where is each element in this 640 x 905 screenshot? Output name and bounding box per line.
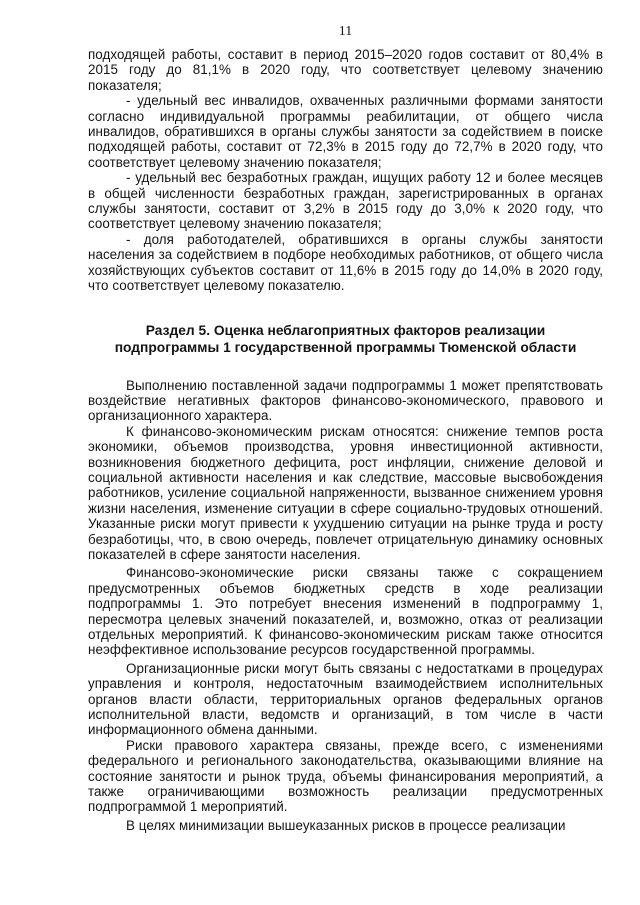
paragraph-intro: Выполнению поставленной задачи подпрограммы 1 может препятствовать воздействие негативных факторов финансово-экономического, правового и организационного характера. [88,377,603,424]
paragraph-organizational-risks: Организационные риски могут быть связаны с недостатками в процедурах управления и контроля, недостаточным взаимодействием исполнительных органов власти области, территориальных органов федеральных органов исполнительной власти, ведомств и организаций, в том числе в части информационного обмена данными. [88,660,603,738]
page-number: 11 [338,24,353,39]
paragraph-legal-risks: Риски правового характера связаны, прежде всего, с изменениями федерального и регионального законодательства, оказывающими влияние на состояние занятости и рынок труда, объемы финансирования мероприятий, а также ограничивающими возможность реализации предусмотренных подпрограммой 1 мероприятий. [88,737,603,815]
paragraph-financial-risks: К финансово-экономическим рискам относятся: снижение темпов роста экономики, объемов производства, уровня инвестиционной активности, возникновения бюджетного дефицита, рост инфляции, снижение деловой и социальной активности населения и как следствие, массовые высвобождения работников, усиление социальной напряженности, вызванное снижением уровня жизни населения, изменение ситуации в сфере социально-трудовых отношений. Указанные риски могут привести к ухудшению ситуации на рынке труда и росту безработицы, что, в свою очередь, повлечет отрицательную динамику основных показателей в сфере занятости населения. [88,423,603,562]
section-title-line-1: Раздел 5. Оценка неблагоприятных факторов реализации [145,322,546,338]
indicator-item-long-term-unemployed: - удельный вес безработных граждан, ищущих работу 12 и более месяцев в общей численности безработных граждан, зарегистрированных в органах службы занятости, составит от 3,2% в 2015 году до 3,0% к 2020 году, что соответствует целевому значению показателя; [88,170,603,232]
paragraph-minimization: В целях минимизации вышеуказанных рисков в процессе реализации [126,817,566,833]
indicator-continuation: подходящей работы, составит в период 2015–2020 годов составит от 80,4% в 2015 году до 81,1% в 2020 году, что соответствует целевому значению показателя; [88,47,603,93]
section-title [88,322,603,356]
paragraph-budget-risks: Финансово-экономические риски связаны также с сокращением предусмотренных объемов бюджетных средств в ходе реализации подпрограммы 1. Это потребует внесения изменений в подпрограмму 1, пересмотра целевых значений показателей, и, возможно, отказ от реализации отдельных мероприятий. К финансово-экономическим рискам также относится неэффективное использование ресурсов государственной программы. [88,565,603,658]
indicator-item-employers-share: - доля работодателей, обратившихся в органы службы занятости населения за содействием в подборе необходимых работников, от общего числа хозяйствующих субъектов составит от 11,6% в 2015 году до 14,0% в 2020 году, что соответствует целевому показателю. [88,231,603,294]
indicator-item-disabled-employment: - удельный вес инвалидов, охваченных различными формами занятости согласно индивидуальной программы реабилитации, от общего числа инвалидов, обратившихся в органы службы занятости за содействием в поиске подходящей работы, составит от 72,3% в 2015 году до 72,7% в 2020 году, что соответствует целевому значению показателя; [88,93,603,170]
section-title-line-2: подпрограммы 1 государственной программы Тюменской области [114,339,577,355]
